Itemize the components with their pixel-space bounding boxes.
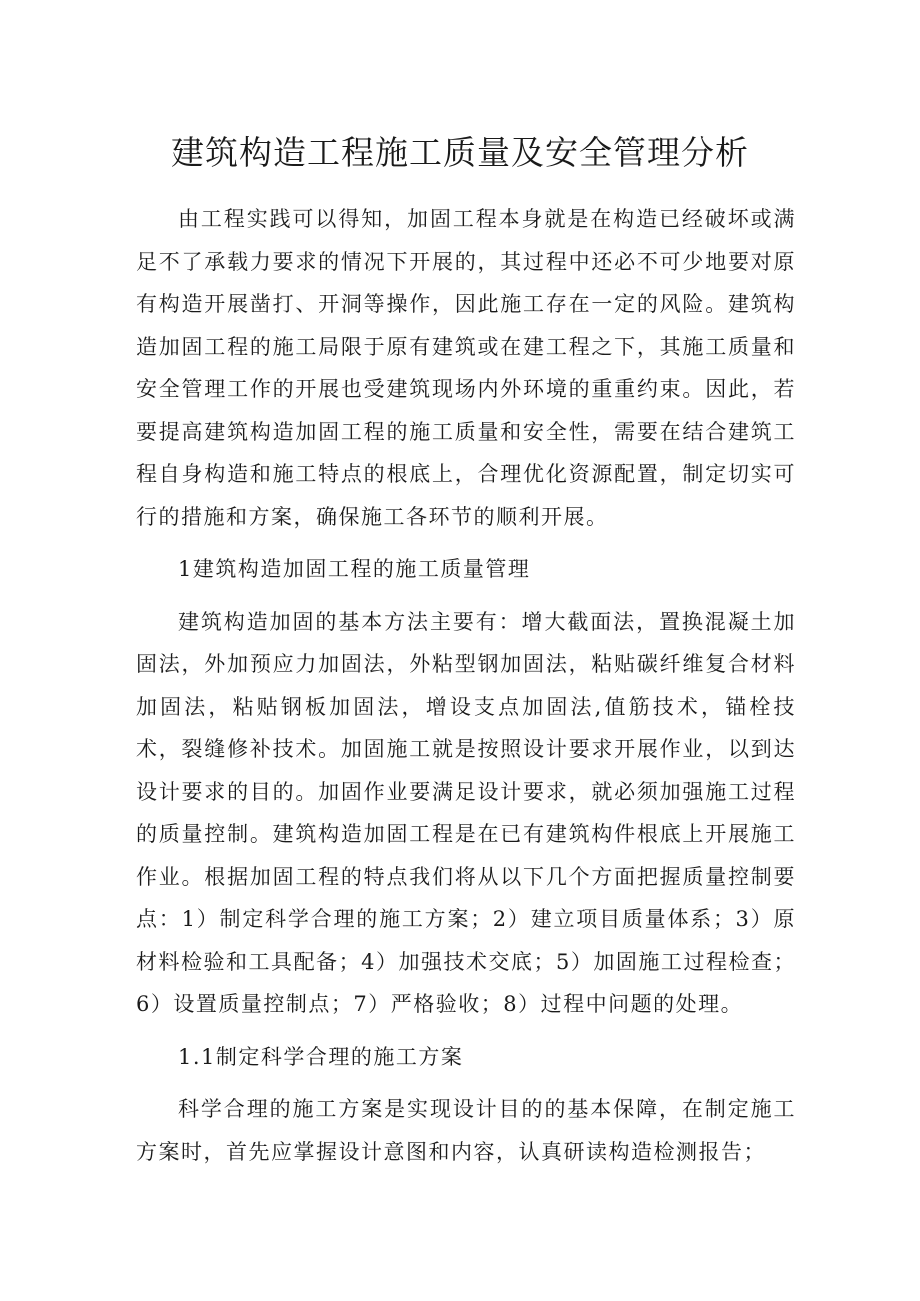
- paragraph-plan: 科学合理的施工方案是实现设计目的的基本保障，在制定施工方案时，首先应掌握设计意图和内容，认真研读构造检测报告；: [136, 1097, 796, 1164]
- paragraph-methods: 建筑构造加固的基本方法主要有：增大截面法，置换混凝土加固法，外加预应力加固法，外粘型钢加固法，粘贴碳纤维复合材料加固法，粘贴钢板加固法，增设支点加固法,值筋技术，锚栓技术，裂缝修补技术。加固施工就是按照设计要求开展作业，以到达设计要求的目的。加固作业要满足设计要求，就必须加强施工过程的质量控制。建筑构造加固工程是在已有建筑构件根底上开展施工作业。根据加固工程的特点我们将从以下几个方面把握质量控制要点：1）制定科学合理的施工方案；2）建立项目质量体系；3）原材料检验和工具配备；4）加强技术交底；5）加固施工过程检查；6）设置质量控制点；7）严格验收；8）过程中问题的处理。: [136, 609, 796, 1016]
- document-title: 建筑构造工程施工质量及安全管理分析: [171, 133, 749, 172]
- paragraph-intro: 由工程实践可以得知，加固工程本身就是在构造已经破坏或满足不了承载力要求的情况下开展的，其过程中还必不可少地要对原有构造开展凿打、开洞等操作，因此施工存在一定的风险。建筑构造加固工程的施工局限于原有建筑或在建工程之下，其施工质量和安全管理工作的开展也受建筑现场内外环境的重重约束。因此，若要提高建筑构造加固工程的施工质量和安全性，需要在结合建筑工程自身构造和施工特点的根底上，合理优化资源配置，制定切实可行的措施和方案，确保施工各环节的顺利开展。: [136, 207, 796, 529]
- section-heading-1-1: 1.1制定科学合理的施工方案: [178, 1044, 464, 1069]
- section-heading-1: 1建筑构造加固工程的施工质量管理: [178, 557, 531, 581]
- document-body: [136, 198, 796, 1173]
